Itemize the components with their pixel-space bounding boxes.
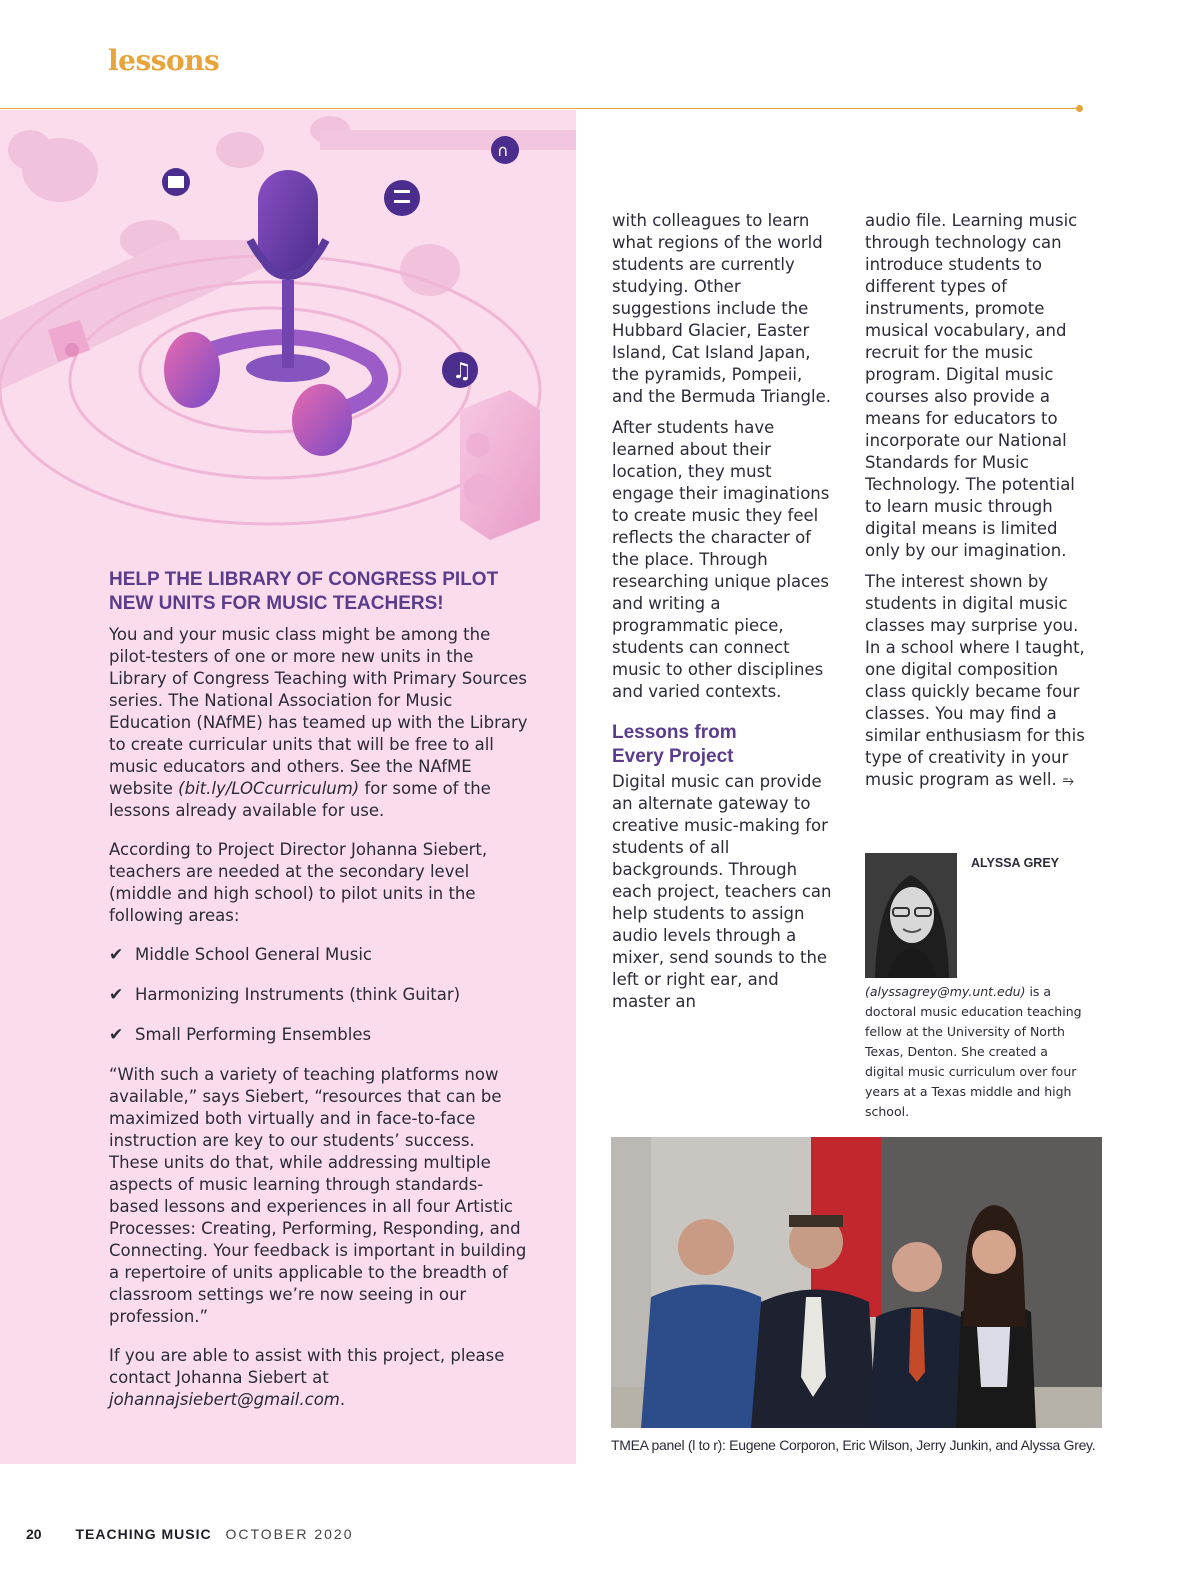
sidebar-text	[109, 568, 529, 1428]
checkmark-icon: ✔	[109, 1025, 124, 1045]
headphones-icon	[491, 136, 519, 164]
author-description: (alyssagrey@my.unt.edu) is a doctoral music education teaching fellow at the University of North Texas, Denton. She created a digital music curriculum over four years at a Texas middle and high school.	[865, 984, 1082, 1119]
checkmark-icon: ✔	[109, 945, 124, 965]
sidebar-paragraph: You and your music class might be among the pilot-testers of one or more new units in the Library of Congress Teaching with Primary Sources series. The National Association for Music Education (NAfME) has teamed up with the Library to create curricular units that will be free to all music educators and others. See the NAfME website (bit.ly/LOCcurriculum) for some of the lessons already available for use.	[109, 625, 528, 820]
contact-email-link[interactable]: johannajsiebert@gmail.com	[109, 1390, 340, 1409]
issue-date: OCTOBER 2020	[225, 1526, 354, 1542]
contact-paragraph: If you are able to assist with this project, please contact Johanna Siebert at johannajsiebert@gmail.com.	[109, 1346, 505, 1409]
svg-text:♫: ♫	[452, 359, 472, 384]
author-email-link[interactable]: (alyssagrey@my.unt.edu)	[865, 984, 1026, 999]
author-name: ALYSSA GREY	[971, 856, 1059, 870]
top-rule-dot	[1076, 105, 1083, 112]
photo-caption: TMEA panel (l to r): Eugene Corporon, Eric Wilson, Jerry Junkin, and Alyssa Grey.	[611, 1437, 1096, 1453]
checkmark-icon: ✔	[109, 985, 124, 1005]
article-column-1	[612, 210, 838, 1022]
list-item: ✔ Harmonizing Instruments (think Guitar)	[109, 985, 461, 1005]
sidebar-box	[0, 110, 576, 1464]
top-rule	[0, 108, 1080, 109]
sidebar-heading: HELP THE LIBRARY OF CONGRESS PILOT NEW UNITS FOR MUSIC TEACHERS!	[109, 569, 499, 614]
article-paragraph: Digital music can provide an alternate gateway to creative music-making for students of all backgrounds. Through each project, teachers can help students to assign audio levels through a mixer, send sounds to the left or right ear, and master an	[612, 772, 832, 1011]
article-paragraph: with colleagues to learn what regions of the world students are currently studying. Other suggestions include the Hubbard Glacier, Easter Island, Cat Island Japan, the pyramids, Pompeii, and the Bermuda Triangle.	[612, 211, 831, 406]
author-photo	[865, 853, 957, 978]
page-number: 20	[26, 1526, 42, 1542]
svg-text:∩: ∩	[497, 141, 509, 160]
pause-icon	[384, 180, 420, 216]
list-item: ✔ Small Performing Ensembles	[109, 1025, 372, 1045]
subhead: Lessons from Every Project	[612, 722, 737, 767]
podcast-microphone-illustration	[0, 110, 576, 550]
article-paragraph: audio file. Learning music through technology can introduce students to different types of instruments, promote musical vocabulary, and recruit for the music program. Digital music courses also provide a means for educators to incorporate our National Standards for Music Technology. The potential to learn music through digital means is limited only by our imagination.	[865, 211, 1078, 560]
article-column-2	[865, 210, 1091, 801]
list-item: ✔ Middle School General Music	[109, 945, 372, 965]
pilot-areas-list	[109, 944, 529, 1046]
end-mark-icon: ⥱	[1062, 773, 1074, 789]
author-bio	[865, 853, 1085, 1122]
group-photo	[611, 1137, 1102, 1428]
section-label: lessons	[108, 44, 220, 77]
speaker-icon	[460, 390, 540, 540]
magazine-name: TEACHING MUSIC	[75, 1526, 212, 1542]
sidebar-paragraph: According to Project Director Johanna Siebert, teachers are needed at the secondary level (middle and high school) to pilot units in the following areas:	[109, 840, 488, 925]
article-paragraph: The interest shown by students in digital music classes may surprise you. In a school where I taught, one digital composition class quickly became four classes. You may find a similar enthusiasm for this type of creativity in your music program as well. ⥱	[865, 572, 1085, 789]
siebert-quote: “With such a variety of teaching platforms now available,” says Siebert, “resources that can be maximized both virtually and in face-to-face instruction are key to our students’ success. These units do that, while addressing multiple aspects of music learning through standards-based lessons and experiences in all four Artistic Processes: Creating, Performing, Responding, and Connecting. Your feedback is important in building a repertoire of units applicable to the breadth of classroom settings we’re now seeing in our profession.”	[109, 1065, 527, 1326]
page-footer	[26, 1526, 354, 1542]
music-note-icon	[442, 352, 478, 388]
article-paragraph: After students have learned about their location, they must engage their imaginations to create music they feel reflects the character of the place. Through researching unique places and writing a programmatic piece, students can connect music to other disciplines and varied contexts.	[612, 418, 830, 701]
tape-icon	[162, 168, 190, 196]
curriculum-link[interactable]: (bit.ly/LOCcurriculum)	[178, 779, 360, 798]
